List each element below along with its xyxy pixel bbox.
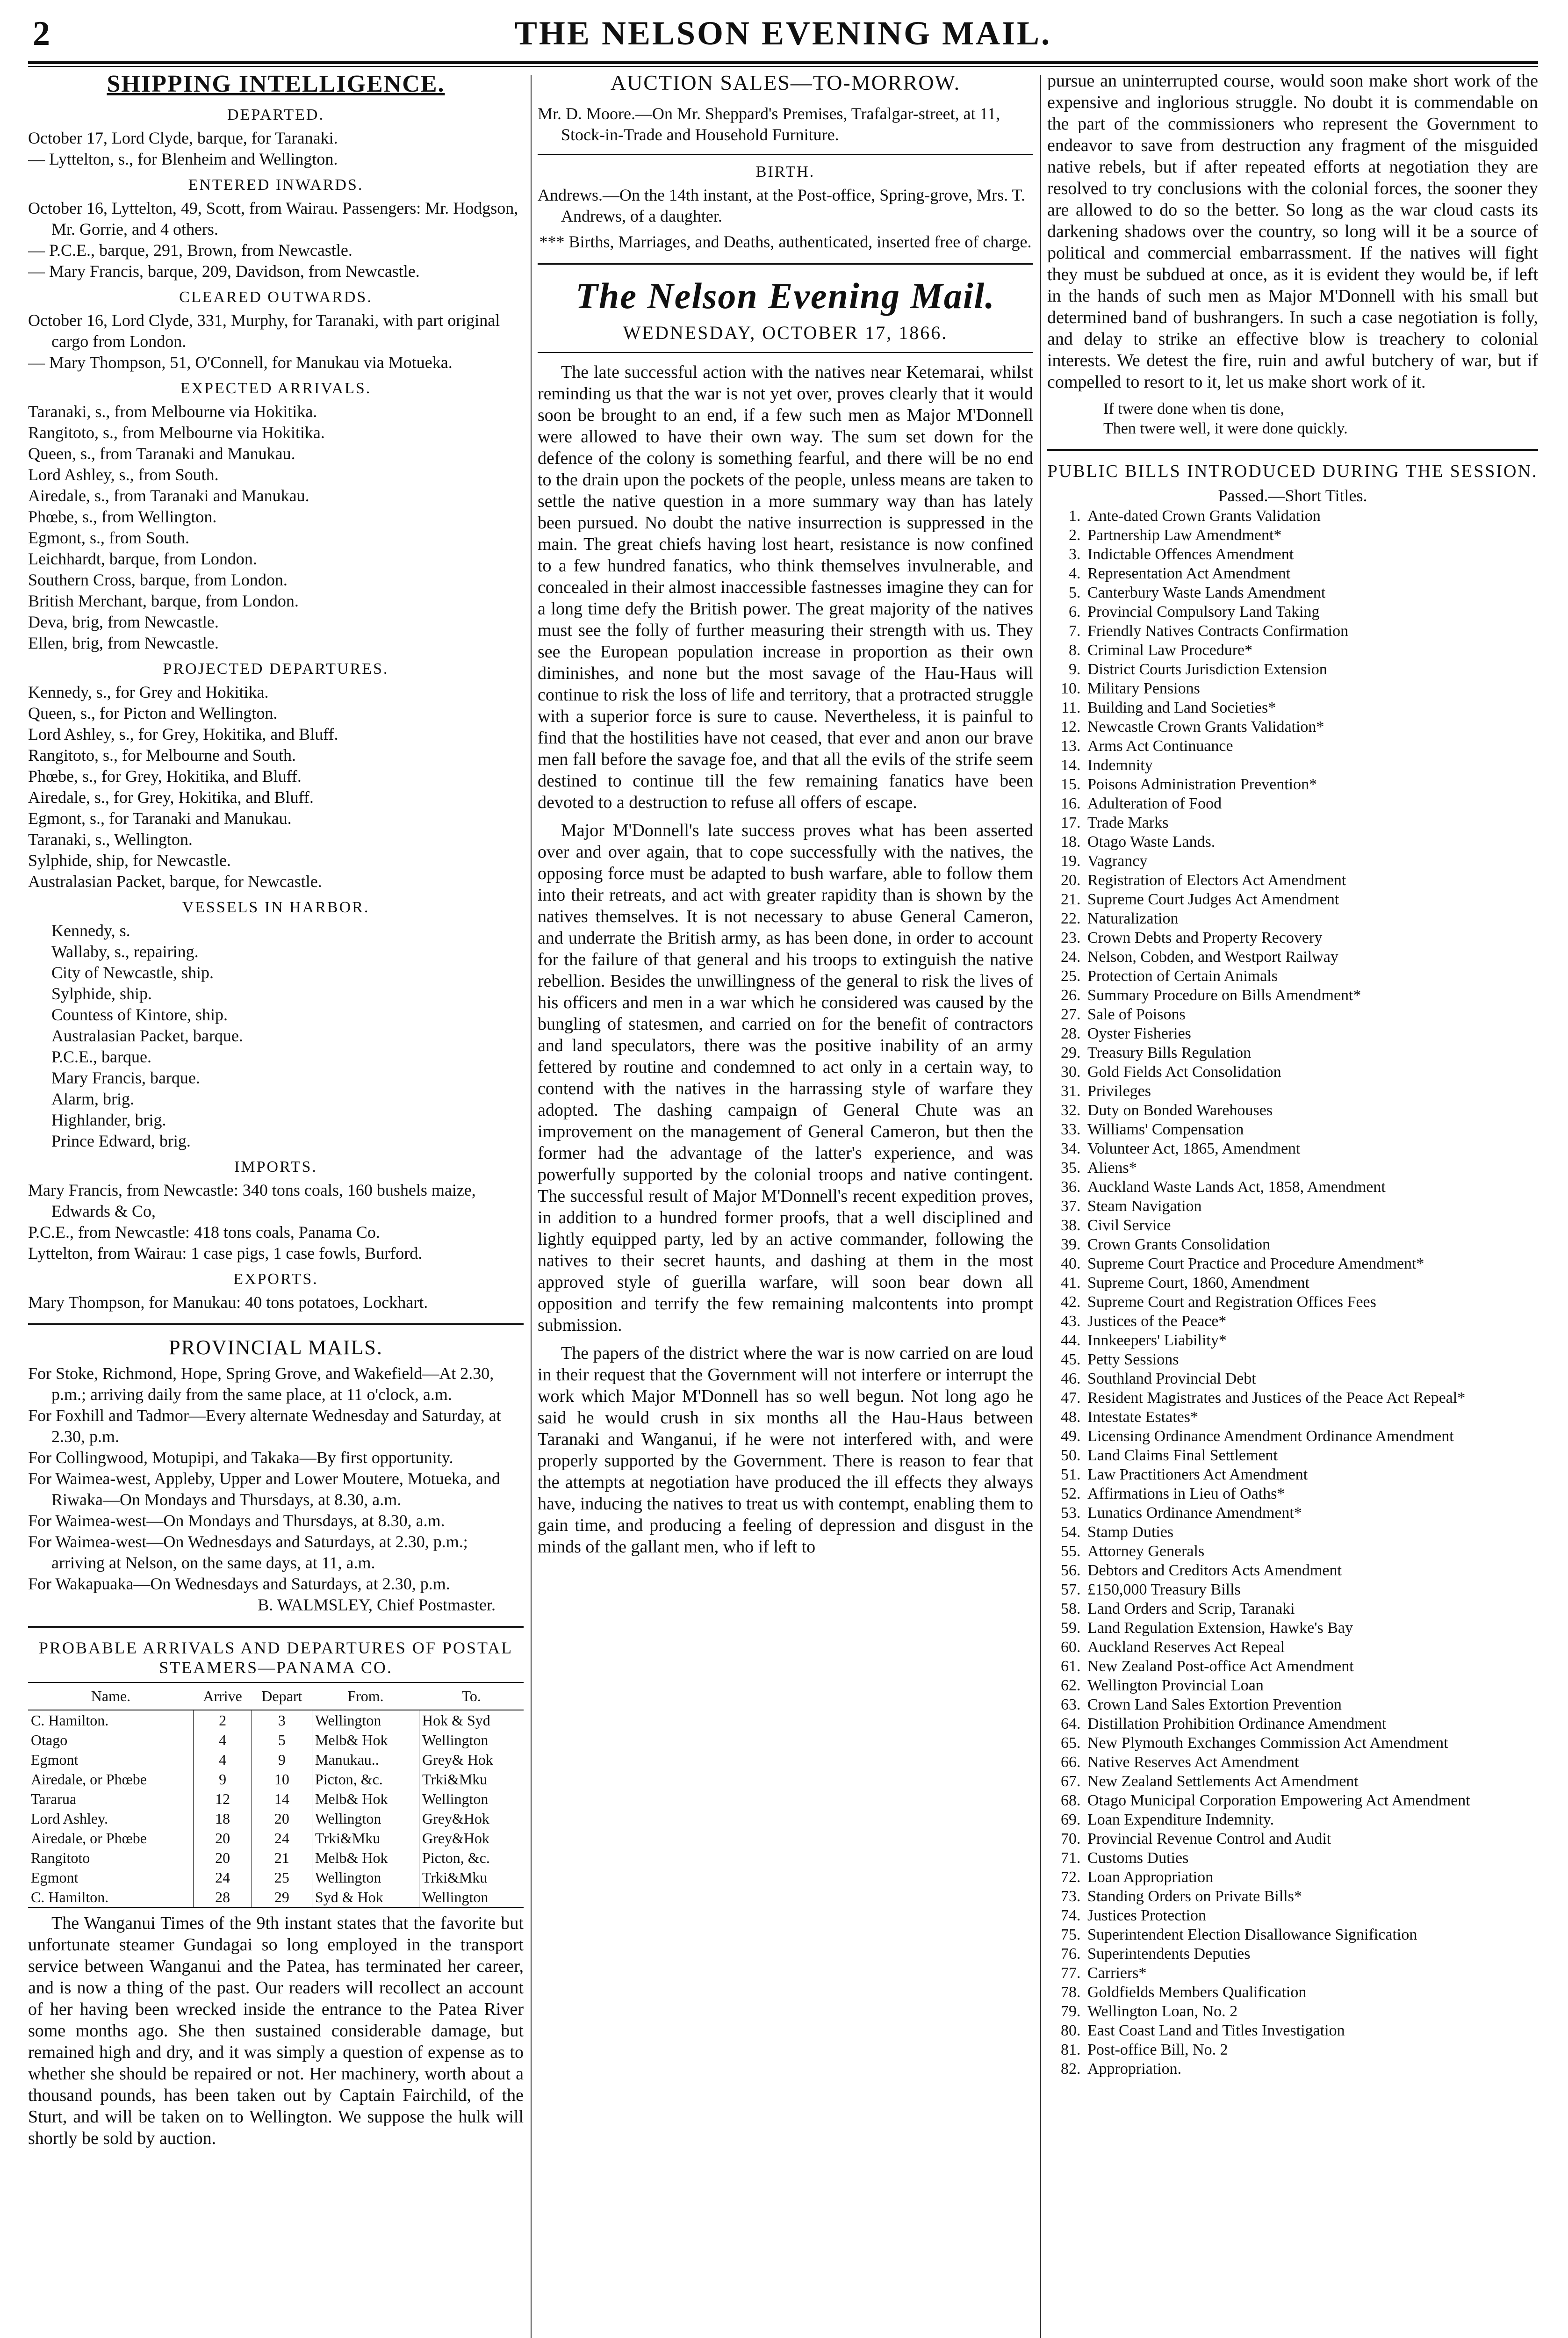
bill-item: 15. Poisons Administration Prevention* [1085, 775, 1538, 794]
list-item: Wallaby, s., repairing. [51, 942, 199, 961]
table-cell: Otago [31, 1732, 68, 1748]
section-rule [538, 263, 1033, 265]
bill-item: 80. East Coast Land and Titles Investigation [1085, 2021, 1538, 2040]
table-row [28, 1868, 524, 1887]
bill-item: 17. Trade Marks [1085, 813, 1538, 832]
wanganui-article: The Wanganui Times of the 9th instant states that the favorite but unfortunate steamer Gundagai so long employed in the transport service between Wanganui and the Patea, has terminated her career, and is now a thing of the past. Our readers will recollect an account of her having been wrecked inside the entrance to the Patea River some months ago. She then sustained considerable damage, but remained high and dry, and it was simply a question of expense as to whether she should be repaired or not. Her machinery, worth about a thousand pounds, has been taken out by Captain Fairchild, of the Sturt, and will be taken on to Wellington. We suppose the hulk will shortly be sold by auction. [28, 1913, 524, 2148]
bill-item: 51. Law Practitioners Act Amendment [1085, 1465, 1538, 1484]
table-cell: Wellington [312, 1809, 419, 1828]
list-item: Ellen, brig, from Newcastle. [28, 634, 219, 652]
steamers-title: PROBABLE ARRIVALS AND DEPARTURES OF POSTAL STEAMERS—PANAMA CO. [38, 1638, 513, 1677]
table-cell: Egmont [31, 1751, 79, 1768]
list-item: Lord Ashley, s., for Grey, Hokitika, and Bluff. [28, 725, 338, 743]
table-cell: 14 [252, 1789, 312, 1809]
bill-item: 82. Appropriation. [1085, 2059, 1538, 2078]
bill-item: 59. Land Regulation Extension, Hawke's Bay [1085, 1618, 1538, 1638]
bill-item: 20. Registration of Electors Act Amendment [1085, 871, 1538, 890]
bill-item: 56. Debtors and Creditors Acts Amendment [1085, 1561, 1538, 1580]
exports-heading: EXPORTS. [233, 1270, 318, 1288]
table-cell: Melb& Hok [312, 1789, 419, 1809]
list-item: Airedale, s., for Grey, Hokitika, and Bluff. [28, 788, 314, 807]
list-item: Taranaki, s., from Melbourne via Hokitika. [28, 402, 317, 421]
table-cell: Wellington [312, 1868, 419, 1887]
list-item: Lyttelton, from Wairau: 1 case pigs, 1 case fowls, Burford. [28, 1244, 423, 1263]
table-cell: 9 [194, 1769, 252, 1789]
table-cell: 4 [194, 1730, 252, 1750]
table-cell: Grey& Hok [419, 1750, 524, 1769]
section-rule [28, 1626, 524, 1628]
table-cell: 12 [194, 1789, 252, 1809]
list-item: Mary Francis, from Newcastle: 340 tons coals, 160 bushels maize, Edwards & Co, [28, 1181, 476, 1220]
table-cell: 2 [194, 1710, 252, 1730]
birth-notice: Andrews.—On the 14th instant, at the Post-office, Spring-grove, Mrs. T. Andrews, of a daughter. [538, 186, 1025, 225]
list-item: Major M'Donnell's late success proves what has been asserted over and over again, that to cope successfully with the natives, the opposing force must be adapted to bush warfare, able to follow them into their retreats, and act with greater rapidity than is shown by the natives themselves. It is not necessary to abuse General Cameron, and underrate the British army, as has been done, in order to account for the failure of that general and his troops to extinguish the native rebellion. Besides the unwillingness of the general to risk the lives of his officers and men in a war which he considered was caused by the bungling of statesmen, and carried on for the benefit of contractors and land speculators, there was the positive inability of an army fettered by routine and condemned to act only in a certain way, to contend with the natives in the harrassing style of warfare they adopted. The dashing campaign of General Chute was an improvement on the management of General Cameron, but then the former had the advantage of the latter's experience, and was powerfully supported by the colonial troops and native contingent. The successful result of Major M'Donnell's recent expedition proves, in addition to a hundred former proofs, that a well disciplined and lightly equipped party, led by an active commander, following the natives to their secret haunts, and dashing at them in the most approved style of guerilla warfare, will soon bear down all opposition and terrify the few remaining malcontents into prompt submission. [538, 821, 1033, 1335]
table-cell: 24 [194, 1868, 252, 1887]
imports-list [28, 1180, 524, 1264]
bill-item: 21. Supreme Court Judges Act Amendment [1085, 890, 1538, 909]
list-item: Mary Thompson, for Manukau: 40 tons potatoes, Lockhart. [28, 1293, 428, 1312]
section-rule [538, 352, 1033, 353]
bill-item: 38. Civil Service [1085, 1216, 1538, 1235]
column-header: To. [419, 1682, 524, 1710]
table-row [28, 1828, 524, 1848]
bill-item: 55. Attorney Generals [1085, 1542, 1538, 1561]
bill-item: 53. Lunatics Ordinance Amendment* [1085, 1503, 1538, 1523]
cleared-list [28, 310, 524, 373]
list-item: Egmont, s., for Taranaki and Manukau. [28, 809, 292, 828]
bill-item: 5. Canterbury Waste Lands Amendment [1085, 583, 1538, 602]
bill-item: 36. Auckland Waste Lands Act, 1858, Amendment [1085, 1177, 1538, 1197]
list-item: Kennedy, s. [51, 921, 130, 940]
bill-item: 47. Resident Magistrates and Justices of the Peace Act Repeal* [1085, 1388, 1538, 1407]
bill-item: 41. Supreme Court, 1860, Amendment [1085, 1273, 1538, 1292]
list-item: October 16, Lyttelton, 49, Scott, from Wairau. Passengers: Mr. Hodgson, Mr. Gorrie, and 4 others. [28, 199, 518, 238]
bill-item: 26. Summary Procedure on Bills Amendment* [1085, 986, 1538, 1005]
harbor-heading: VESSELS IN HARBOR. [182, 899, 370, 916]
table-cell: 25 [252, 1868, 312, 1887]
bill-item: 13. Arms Act Continuance [1085, 736, 1538, 756]
bill-item: 58. Land Orders and Scrip, Taranaki [1085, 1599, 1538, 1618]
bill-item: 29. Treasury Bills Regulation [1085, 1043, 1538, 1062]
bill-item: 76. Superintendents Deputies [1085, 1944, 1538, 1963]
entered-list [28, 198, 524, 282]
list-item: British Merchant, barque, from London. [28, 592, 299, 610]
list-item: City of Newcastle, ship. [51, 963, 214, 982]
mails-list [28, 1363, 524, 1595]
bill-item: 9. District Courts Jurisdiction Extension [1085, 660, 1538, 679]
bill-item: 7. Friendly Natives Contracts Confirmation [1085, 621, 1538, 641]
list-item: Queen, s., from Taranaki and Manukau. [28, 444, 295, 463]
table-cell: 20 [252, 1809, 312, 1828]
table-cell: Picton, &c. [419, 1848, 524, 1868]
bills-title: PUBLIC BILLS INTRODUCED DURING THE SESSION. [1047, 462, 1538, 481]
table-cell: 18 [194, 1809, 252, 1828]
table-cell: Wellington [419, 1887, 524, 1907]
columns [28, 70, 1538, 2338]
bill-item: 10. Military Pensions [1085, 679, 1538, 698]
bill-item: 39. Crown Grants Consolidation [1085, 1235, 1538, 1254]
masthead [28, 9, 1538, 61]
bill-item: 79. Wellington Loan, No. 2 [1085, 2002, 1538, 2021]
bill-item: 12. Newcastle Crown Grants Validation* [1085, 717, 1538, 736]
table-cell: Melb& Hok [312, 1848, 419, 1868]
bill-item: 31. Privileges [1085, 1082, 1538, 1101]
bill-item: 44. Innkeepers' Liability* [1085, 1331, 1538, 1350]
list-item: — Mary Francis, barque, 209, Davidson, from Newcastle. [28, 262, 420, 281]
bill-item: 64. Distillation Prohibition Ordinance Amendment [1085, 1714, 1538, 1733]
list-item: Deva, brig, from Newcastle. [28, 613, 219, 631]
list-item: For Wakapuaka—On Wednesdays and Saturdays, at 2.30, p.m. [28, 1574, 450, 1593]
table-cell: Trki&Mku [312, 1828, 419, 1848]
list-item: For Waimea-west—On Wednesdays and Saturdays, at 2.30, p.m.; arriving at Nelson, on the same days, at 11, a.m. [28, 1532, 468, 1572]
list-item: Southern Cross, barque, from London. [28, 570, 288, 589]
bill-item: 6. Provincial Compulsory Land Taking [1085, 602, 1538, 621]
table-cell: 28 [194, 1887, 252, 1907]
section-rule [538, 154, 1033, 155]
table-header-row [28, 1682, 524, 1710]
bill-item: 28. Oyster Fisheries [1085, 1024, 1538, 1043]
table-cell: 24 [252, 1828, 312, 1848]
bill-item: 23. Crown Debts and Property Recovery [1085, 928, 1538, 947]
bill-item: 72. Loan Appropriation [1085, 1868, 1538, 1887]
table-cell: Egmont [31, 1869, 79, 1886]
bill-item: 68. Otago Municipal Corporation Empowering Act Amendment [1085, 1791, 1538, 1810]
table-cell: 5 [252, 1730, 312, 1750]
bill-item: 45. Petty Sessions [1085, 1350, 1538, 1369]
table-cell: Syd & Hok [312, 1887, 419, 1907]
list-item: Australasian Packet, barque, for Newcastle. [28, 872, 322, 891]
table-cell: C. Hamilton. [28, 1887, 194, 1907]
bill-item: 8. Criminal Law Procedure* [1085, 641, 1538, 660]
list-item: The papers of the district where the war is now carried on are loud in their request that the Government will not interfere or interrupt the work which Major M'Donnell has so well begun. Not long ago he said he would crush in six months all the Hau-Haus between Taranaki and Wanganui, if he were not interfered with, and were properly supported by the Government. There is reason to fear that the attempts at negotiation have produced the ill effects they always have, inducing the natives to treat us with contempt, enabling them to gain time, and producing a feeling of depression and disgust in the minds of the gallant men, who if left to [538, 1343, 1033, 1557]
bill-item: 78. Goldfields Members Qualification [1085, 1983, 1538, 2002]
list-item: Sylphide, ship, for Newcastle. [28, 851, 231, 870]
newspaper-title: THE NELSON EVENING MAIL. [514, 14, 1052, 52]
list-item: If twere done when tis done, [1103, 400, 1285, 418]
bill-item: 22. Naturalization [1085, 909, 1538, 928]
bill-item: 73. Standing Orders on Private Bills* [1085, 1887, 1538, 1906]
bills-subtitle: Passed.—Short Titles. [1218, 486, 1367, 505]
table-cell: 21 [252, 1848, 312, 1868]
table-cell: 20 [194, 1828, 252, 1848]
list-item: Phœbe, s., for Grey, Hokitika, and Bluff. [28, 767, 302, 786]
bill-item: 67. New Zealand Settlements Act Amendment [1085, 1772, 1538, 1791]
list-item: Sylphide, ship. [51, 984, 152, 1003]
list-item: Lord Ashley, s., from South. [28, 465, 219, 484]
table-cell: 10 [252, 1769, 312, 1789]
bill-item: 54. Stamp Duties [1085, 1523, 1538, 1542]
bill-item: 19. Vagrancy [1085, 851, 1538, 871]
list-item: The late successful action with the natives near Ketemarai, whilst reminding us that the war is not yet over, proves clearly that it would soon be brought to an end, if a few such men as Major M'Donnell were allowed to have their own way. The sum set down for the defence of the colony is something fearful, and there will be no end to the drain upon the pockets of the people, unless means are taken to settle the native question in a more summary way than has lately been pursued. No doubt the native insurrection is suppressed in the main. The great chiefs having lost heart, resistance is now confined to a few hundred fanatics, who think themselves invulnerable, and concealed in their almost inaccessible fastnesses imagine they can for a long time defy the British power. The great majority of the natives must see the folly of further measuring their strength with us. They see the European population increase in proportion as their own diminishes, and none but the most savage of the Hau-Haus will continue to risk the loss of life and territory, that a protracted struggle with a superior force is sure to cause. Nevertheless, it is painful to find that the hostilities have not ceased, that ever and anon our brave men fall before the savage foe, and that all the evils of the strife seem destined to continue till the few remaining fanatics have been devoted to a destruction to refuse all offers of escape. [538, 362, 1033, 812]
bill-item: 18. Otago Waste Lands. [1085, 832, 1538, 851]
list-item: Then twere well, it were done quickly. [1103, 420, 1348, 437]
table-cell: Lord Ashley. [31, 1810, 108, 1827]
table-cell: Manukau.. [312, 1750, 419, 1769]
bill-item: 33. Williams' Compensation [1085, 1120, 1538, 1139]
table-cell: Wellington [419, 1789, 524, 1809]
column-header: From. [312, 1682, 419, 1710]
bill-item: 63. Crown Land Sales Extortion Prevention [1085, 1695, 1538, 1714]
table-cell: Melb& Hok [312, 1730, 419, 1750]
mails-title: PROVINCIAL MAILS. [169, 1336, 383, 1359]
steamers-table [28, 1682, 524, 1908]
exports-list [28, 1292, 524, 1313]
list-item: Countess of Kintore, ship. [51, 1005, 228, 1024]
list-item: For Foxhill and Tadmor—Every alternate Wednesday and Saturday, at 2.30, p.m. [28, 1406, 501, 1446]
bill-item: 81. Post-office Bill, No. 2 [1085, 2040, 1538, 2059]
list-item: Kennedy, s., for Grey and Hokitika. [28, 683, 269, 701]
bill-item: 2. Partnership Law Amendment* [1085, 526, 1538, 545]
column-divider [1040, 75, 1041, 2338]
column-3 [1047, 70, 1538, 2338]
list-item: Australasian Packet, barque. [51, 1026, 243, 1045]
editorial-dateline: WEDNESDAY, OCTOBER 17, 1866. [623, 322, 948, 343]
expected-list [28, 401, 524, 654]
bill-item: 71. Customs Duties [1085, 1848, 1538, 1868]
table-row [28, 1789, 524, 1809]
table-row [28, 1809, 524, 1828]
newspaper-page [28, 9, 1538, 2338]
table-cell: Grey&Hok [419, 1809, 524, 1828]
shipping-title: SHIPPING INTELLIGENCE. [107, 71, 445, 97]
departed-heading: DEPARTED. [227, 106, 324, 123]
section-rule [1047, 449, 1538, 451]
editorial-verse [1047, 399, 1538, 439]
bill-item: 30. Gold Fields Act Consolidation [1085, 1062, 1538, 1082]
list-item: October 17, Lord Clyde, barque, for Taranaki. [28, 129, 338, 147]
bill-item: 14. Indemnity [1085, 756, 1538, 775]
harbor-list [28, 920, 524, 1152]
list-item: Rangitoto, s., for Melbourne and South. [28, 746, 296, 765]
bill-item: 66. Native Reserves Act Amendment [1085, 1753, 1538, 1772]
bill-item: 35. Aliens* [1085, 1158, 1538, 1177]
column-header: Name. [28, 1682, 194, 1710]
bill-item: 61. New Zealand Post-office Act Amendment [1085, 1657, 1538, 1676]
list-item: Mary Francis, barque. [51, 1068, 200, 1087]
list-item: Highlander, brig. [51, 1111, 166, 1129]
bill-item: 49. Licensing Ordinance Amendment Ordinance Amendment [1085, 1427, 1538, 1446]
bill-item: 24. Nelson, Cobden, and Westport Railway [1085, 947, 1538, 967]
table-cell: Rangitoto [31, 1849, 90, 1866]
table-cell: Wellington [419, 1730, 524, 1750]
list-item: Prince Edward, brig. [51, 1132, 191, 1150]
bill-item: 27. Sale of Poisons [1085, 1005, 1538, 1024]
bill-item: 16. Adulteration of Food [1085, 794, 1538, 813]
auction-title: AUCTION SALES—TO-MORROW. [610, 71, 961, 94]
table-cell: Trki&Mku [419, 1769, 524, 1789]
bill-item: 57. £150,000 Treasury Bills [1085, 1580, 1538, 1599]
imports-heading: IMPORTS. [234, 1158, 317, 1176]
table-body [28, 1710, 524, 1907]
table-row [28, 1730, 524, 1750]
entered-heading: ENTERED INWARDS. [188, 176, 364, 194]
projected-heading: PROJECTED DEPARTURES. [163, 660, 389, 678]
table-cell: 3 [252, 1710, 312, 1730]
list-item: Phœbe, s., from Wellington. [28, 507, 217, 526]
bill-item: 43. Justices of the Peace* [1085, 1312, 1538, 1331]
bills-list [1047, 506, 1538, 2078]
bill-item: 37. Steam Navigation [1085, 1197, 1538, 1216]
page-number: 2 [33, 14, 50, 53]
table-row [28, 1750, 524, 1769]
bill-item: 77. Carriers* [1085, 1963, 1538, 1983]
bill-item: 34. Volunteer Act, 1865, Amendment [1085, 1139, 1538, 1158]
list-item: Alarm, brig. [51, 1090, 134, 1108]
table-row [28, 1887, 524, 1907]
birth-free-notice: *** Births, Marriages, and Deaths, authenticated, inserted free of charge. [539, 232, 1032, 251]
list-item: — P.C.E., barque, 291, Brown, from Newcastle. [28, 241, 352, 260]
list-item: Airedale, s., from Taranaki and Manukau. [28, 486, 309, 505]
list-item: Taranaki, s., Wellington. [28, 830, 193, 849]
projected-list [28, 682, 524, 892]
list-item: For Waimea-west, Appleby, Upper and Lower Moutere, Motueka, and Riwaka—On Mondays and Thursdays, at 8.30, a.m. [28, 1469, 500, 1509]
bill-item: 25. Protection of Certain Animals [1085, 967, 1538, 986]
table-row [28, 1710, 524, 1730]
auction-notice: Mr. D. Moore.—On Mr. Sheppard's Premises, Trafalgar-street, at 11, Stock-in-Trade and Household Furniture. [538, 104, 1000, 144]
table-cell: 4 [194, 1750, 252, 1769]
list-item: — Mary Thompson, 51, O'Connell, for Manukau via Motueka. [28, 353, 453, 372]
table-cell: 9 [252, 1750, 312, 1769]
list-item: For Stoke, Richmond, Hope, Spring Grove, and Wakefield—At 2.30, p.m.; arriving daily from the same place, at 11 o'clock, a.m. [28, 1364, 494, 1404]
expected-heading: EXPECTED ARRIVALS. [180, 380, 372, 397]
cleared-heading: CLEARED OUTWARDS. [179, 289, 373, 306]
table-row [28, 1769, 524, 1789]
table-cell: 29 [252, 1887, 312, 1907]
table-cell: Grey&Hok [419, 1828, 524, 1848]
mails-signature: B. WALMSLEY, Chief Postmaster. [258, 1595, 496, 1614]
column-1 [28, 70, 524, 2338]
bill-item: 1. Ante-dated Crown Grants Validation [1085, 506, 1538, 526]
table-cell: Tararua [31, 1790, 77, 1807]
bill-item: 65. New Plymouth Exchanges Commission Act Amendment [1085, 1733, 1538, 1753]
table-cell: Picton, &c. [312, 1769, 419, 1789]
bill-item: 52. Affirmations in Lieu of Oaths* [1085, 1484, 1538, 1503]
bill-item: 46. Southland Provincial Debt [1085, 1369, 1538, 1388]
bill-item: 75. Superintendent Election Disallowance Signification [1085, 1925, 1538, 1944]
departed-list [28, 128, 524, 170]
editorial-continuation: pursue an uninterrupted course, would soon make short work of the expensive and inglorious struggle. No doubt it is commendable on the part of the commissioners who represent the Government to endeavor to save from destruction any fragment of the misguided native rebels, but if after repeated efforts at negotiation they are resolved to try conclusions with the colonial forces, the sooner they are allowed to do so the better. So long as the war cloud casts its darkening shadows over the country, so long will it be a source of political and commercial embarrassment. If the natives will fight they must be subdued at once, as it is evident they would be, if left in the hands of such men as Major M'Donnell with his small but determined band of bushrangers. In such a case negotiation is folly, and delay to strike an effective blow is treachery to colonial interests. We detest the fire, ruin and awful butchery of war, but if compelled to resort to it, let us make short work of it. [1047, 71, 1538, 392]
bill-item: 3. Indictable Offences Amendment [1085, 545, 1538, 564]
list-item: For Collingwood, Motupipi, and Takaka—By first opportunity. [28, 1448, 453, 1467]
table-cell: Airedale, or Phœbe [31, 1830, 147, 1847]
table-cell: Hok & Syd [419, 1710, 524, 1730]
table-cell: 20 [194, 1848, 252, 1868]
bill-item: 4. Representation Act Amendment [1085, 564, 1538, 583]
bill-item: 32. Duty on Bonded Warehouses [1085, 1101, 1538, 1120]
list-item: P.C.E., barque. [51, 1047, 151, 1066]
list-item: Leichhardt, barque, from London. [28, 549, 257, 568]
list-item: Queen, s., for Picton and Wellington. [28, 704, 278, 722]
bill-item: 70. Provincial Revenue Control and Audit [1085, 1829, 1538, 1848]
column-2 [538, 70, 1033, 2338]
column-divider [531, 75, 532, 2338]
list-item: Rangitoto, s., from Melbourne via Hokitika. [28, 423, 325, 442]
bill-item: 11. Building and Land Societies* [1085, 698, 1538, 717]
table-cell: C. Hamilton. [31, 1712, 109, 1729]
bill-item: 62. Wellington Provincial Loan [1085, 1676, 1538, 1695]
table-cell: Airedale, or Phœbe [31, 1771, 147, 1788]
list-item: P.C.E., from Newcastle: 418 tons coals, Panama Co. [28, 1223, 380, 1241]
table-cell: Wellington [312, 1710, 419, 1730]
section-rule [28, 1323, 524, 1325]
birth-title: BIRTH. [755, 163, 815, 180]
list-item: For Waimea-west—On Mondays and Thursdays, at 8.30, a.m. [28, 1511, 445, 1530]
editorial-body [538, 361, 1033, 1558]
masthead-rule [28, 61, 1538, 67]
bill-item: 48. Intestate Estates* [1085, 1407, 1538, 1427]
bill-item: 69. Loan Expenditure Indemnity. [1085, 1810, 1538, 1829]
list-item: — Lyttelton, s., for Blenheim and Wellington. [28, 150, 338, 168]
bill-item: 60. Auckland Reserves Act Repeal [1085, 1638, 1538, 1657]
list-item: October 16, Lord Clyde, 331, Murphy, for Taranaki, with part original cargo from London. [28, 311, 500, 351]
list-item: Egmont, s., from South. [28, 528, 190, 547]
bill-item: 50. Land Claims Final Settlement [1085, 1446, 1538, 1465]
column-header: Depart [252, 1682, 312, 1710]
table-cell: Trki&Mku [419, 1868, 524, 1887]
bill-item: 40. Supreme Court Practice and Procedure Amendment* [1085, 1254, 1538, 1273]
column-header: Arrive [194, 1682, 252, 1710]
bill-item: 74. Justices Protection [1085, 1906, 1538, 1925]
editorial-nameplate: The Nelson Evening Mail. [575, 275, 995, 316]
table-row [28, 1848, 524, 1868]
bill-item: 42. Supreme Court and Registration Offices Fees [1085, 1292, 1538, 1312]
